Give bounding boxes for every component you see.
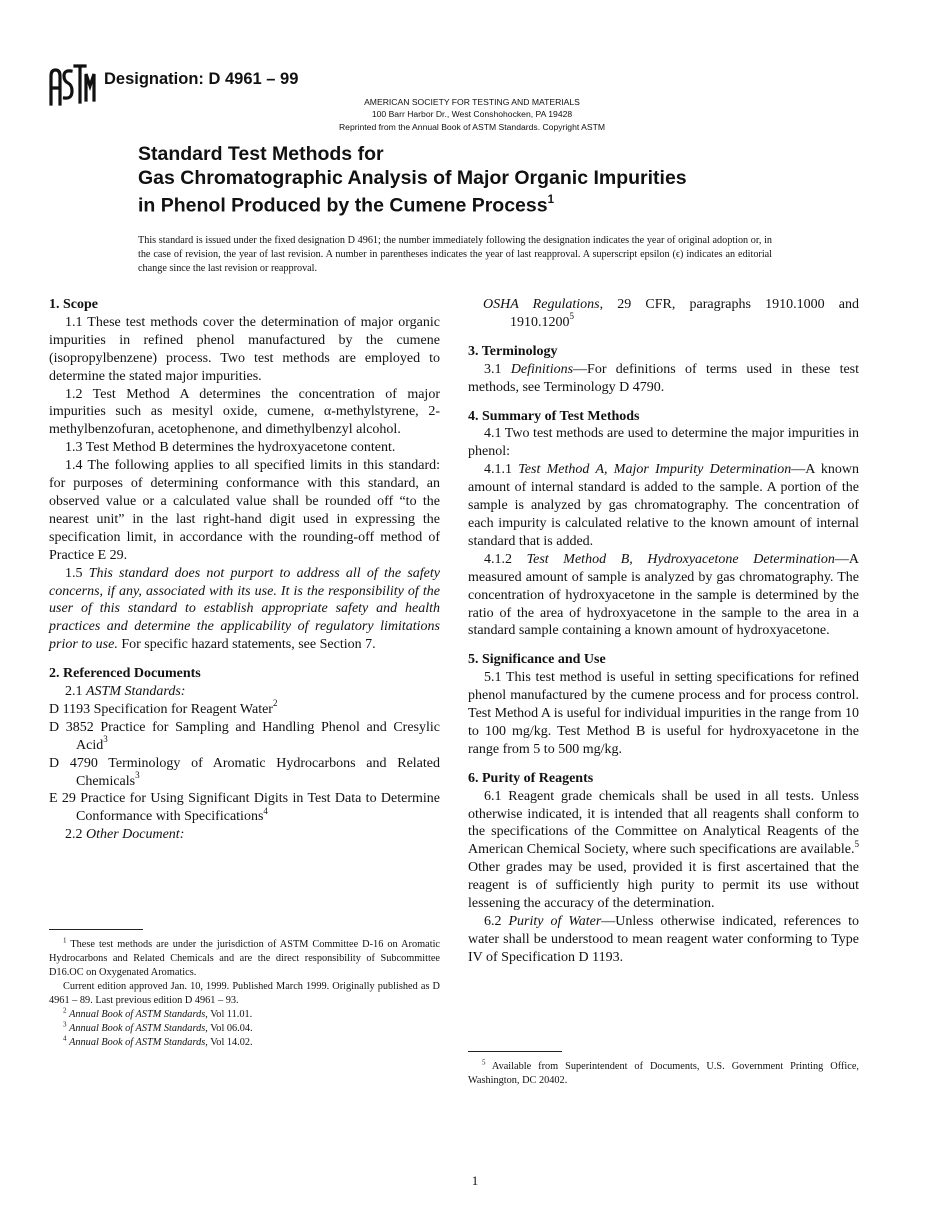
paragraph-1-5: 1.5 This standard does not purport to address all of the safety concerns, if any, associated with its use. It is the responsibility of the user of this standard to establish appropriate safety and health practices and determine the applicability of regulatory limitations prior to use. For specific hazard statements, see Section 7.	[49, 565, 440, 653]
reference-item: D 4790 Terminology of Aromatic Hydrocarbons and Related Chemicals$^3$	[49, 755, 440, 789]
paragraph-4-1-2: 4.1.2 Test Method B, Hydroxyacetone Determination—A measured amount of sample is analyzed by gas chromatography. The concentration of hydroxyacetone in the sample is determined by the ratio of the area of hydroxyacetone in the sample to the area in a standard sample containing a known amount of hydroxyacetone.	[468, 551, 859, 639]
astm-logo-icon	[48, 62, 96, 108]
section-heading-summary: 4. Summary of Test Methods	[468, 408, 640, 424]
document-title	[138, 143, 687, 218]
paragraph-4-1: 4.1 Two test methods are used to determine the major impurities in phenol:	[468, 426, 859, 460]
right-column	[468, 296, 859, 967]
paragraph-5-1: 5.1 This test method is useful in setting specifications for refined phenol manufactured by the cumene process and for process control. Test Method A is useful for individual impurities in the range from 10 to 100 mg/kg. Test Method B is useful for hydroxyacetone in the range from 5 to 500 mg/kg.	[468, 670, 859, 757]
paragraph-1-1: 1.1 These test methods cover the determination of major organic impurities in refined phenol manufactured by the cumene (isopropylbenzene) process. Two test methods are employed to determine the stated major impurities.	[49, 314, 440, 384]
footnote-2: $^2$ Annual Book of ASTM Standards, Vol 11.01.	[63, 1006, 253, 1020]
section-heading-significance: 5. Significance and Use	[468, 652, 606, 668]
paragraph-4-1-1: 4.1.1 Test Method A, Major Impurity Determination—A known amount of internal standard is added to the sample. A portion of the sample is analyzed by gas chromatography. The concentration of each impurity is calculated relative to the known amount of internal standard that is added.	[468, 462, 859, 549]
footnote-divider	[49, 929, 143, 930]
publisher-name: AMERICAN SOCIETY FOR TESTING AND MATERIALS	[364, 97, 580, 107]
left-column	[49, 296, 440, 844]
footnotes-left	[49, 929, 440, 1050]
reprint-note: Reprinted from the Annual Book of ASTM Standards. Copyright ASTM	[338, 121, 606, 132]
paragraph-2-1: 2.1 ASTM Standards:	[65, 684, 186, 700]
section-heading-referenced-documents: 2. Referenced Documents	[49, 666, 201, 682]
footnote-1-edition: Current edition approved Jan. 10, 1999. Published March 1999. Originally published as D 4961 – 89. Last previous edition D 4961 – 93.	[49, 981, 440, 1006]
footnote-5: $^5$ Available from Superintendent of Documents, U.S. Government Printing Office, Washington, DC 20402.	[468, 1058, 859, 1086]
paragraph-6-1: 6.1 Reagent grade chemicals shall be used in all tests. Unless otherwise indicated, it is intended that all reagents shall conform to the specifications of the Committee on Analytical Reagents of the American Chemical Society, where such specifications are available.$^5$ Other grades may be used, provided it is first ascertained that the reagent is of sufficiently high purity to permit its use without lessening the accuracy of the determination.	[468, 788, 859, 912]
paragraph-6-2: 6.2 Purity of Water—Unless otherwise indicated, references to water shall be understood to mean reagent water conforming to Type IV of Specification D 1193.	[468, 914, 860, 965]
paragraph-1-4: 1.4 The following applies to all specified limits in this standard: for purposes of determining conformance with this standard, an observed value or a calculated value shall be rounded off “to the nearest unit” in the last right-hand digit used in expressing the specification limit, in accordance with the rounding-off method of Practice E 29.	[49, 458, 440, 563]
reference-item-osha: OSHA Regulations, 29 CFR, paragraphs 1910.1000 and 1910.1200$^5$	[483, 297, 860, 330]
page-number: 1	[471, 1173, 479, 1188]
section-heading-scope: 1. Scope	[49, 297, 98, 312]
footnote-4: $^4$ Annual Book of ASTM Standards, Vol 14.02.	[63, 1034, 253, 1048]
paragraph-1-3: 1.3 Test Method B determines the hydroxyacetone content.	[65, 440, 396, 456]
preamble: This standard is issued under the fixed designation D 4961; the number immediately following the designation indicates the year of original adoption or, in the case of revision, the year of last revision. A number in parentheses indicates the year of last reapproval. A superscript epsilon (ϵ) indicates an editorial change since the last revision or reapproval.	[138, 235, 772, 274]
designation: Designation: D 4961 – 99	[104, 70, 299, 88]
footnote-1: $^1$ These test methods are under the jurisdiction of ASTM Committee D-16 on Aromatic Hydrocarbons and Related Chemicals and are the direct responsibility of Subcommittee D16.OC on Oxygenated Aromatics.	[49, 936, 440, 978]
title-line-1: Standard Test Methods for	[138, 143, 384, 165]
paragraph-2-2: 2.2 Other Document:	[65, 827, 185, 843]
paragraph-3-1: 3.1 Definitions—For definitions of terms used in these test methods, see Terminology D 4790.	[468, 361, 860, 395]
reference-item: E 29 Practice for Using Significant Digits in Test Data to Determine Conformance with Specifications$^4$	[49, 791, 440, 825]
footnote-divider	[468, 1051, 562, 1052]
reference-item: D 3852 Practice for Sampling and Handling Phenol and Cresylic Acid$^3$	[49, 719, 440, 753]
footnote-3: $^3$ Annual Book of ASTM Standards, Vol 06.04.	[63, 1020, 253, 1034]
section-heading-purity: 6. Purity of Reagents	[468, 770, 594, 786]
title-line-2: Gas Chromatographic Analysis of Major Organic Impurities	[138, 166, 687, 189]
section-heading-terminology: 3. Terminology	[468, 343, 558, 359]
title-line-3: in Phenol Produced by the Cumene Process$^1$	[138, 194, 555, 217]
title-footnote-ref: 1	[547, 194, 555, 206]
footnotes-right	[468, 1051, 859, 1088]
paragraph-1-2: 1.2 Test Method A determines the concentration of major impurities such as mesityl oxide, cumene, α-methylstyrene, 2-methylbenzofuran, acetophenone, and dimethylbenzyl alcohol.	[49, 386, 440, 438]
publisher-block	[250, 96, 694, 133]
reference-item: D 1193 Specification for Reagent Water$^2$	[49, 698, 278, 717]
publisher-address: 100 Barr Harbor Dr., West Conshohocken, PA 19428	[371, 109, 573, 120]
